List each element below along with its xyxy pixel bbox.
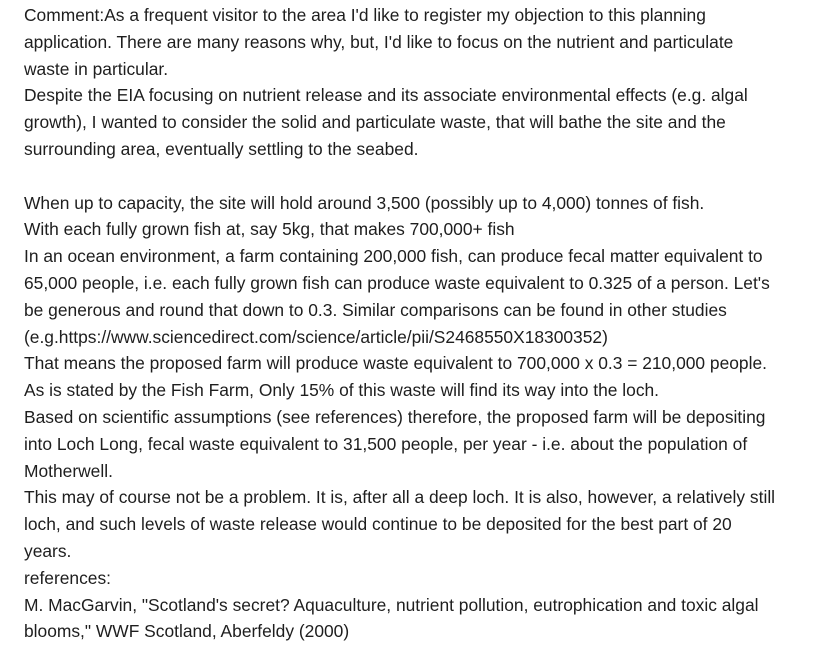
paragraph-calculation [24,350,814,377]
text-line: Based on scientific assumptions (see references) therefore, the proposed farm will be depositing [24,406,766,427]
text-line: loch, and such levels of waste release would continue to be deposited for the best part of 20 [24,514,732,535]
paragraph-fifteen-percent [24,377,814,404]
paragraph-loch-long [24,404,814,484]
text-line: growth), I wanted to consider the solid and particulate waste, that will bathe the site and the [24,112,726,133]
comment-body [24,2,814,645]
text-line: M. MacGarvin, "Scotland's secret? Aquaculture, nutrient pollution, eutrophication and toxic algal [24,594,759,615]
paragraph-eia [24,82,814,162]
paragraph-capacity [24,190,814,217]
text-line: years. [24,540,72,561]
text-line: When up to capacity, the site will hold around 3,500 (possibly up to 4,000) tonnes of fish. [24,192,705,213]
text-line: references: [24,567,111,588]
text-line: Comment:As a frequent visitor to the area I'd like to register my objection to this planning [24,5,706,25]
reference-url-line: (e.g.https://www.sciencedirect.com/science/article/pii/S2468550X18300352) [24,326,608,347]
text-line: This may of course not be a problem. It is, after all a deep loch. It is also, however, a relatively still [24,487,776,508]
text-line: With each fully grown fish at, say 5kg, that makes 700,000+ fish [24,219,515,240]
text-line: application. There are many reasons why, but, I'd like to focus on the nutrient and particulate [24,31,734,52]
text-line: 65,000 people, i.e. each fully grown fish can produce waste equivalent to 0.325 of a person. Let's [24,272,770,293]
text-line: surrounding area, eventually settling to the seabed. [24,138,419,159]
text-line: That means the proposed farm will produce waste equivalent to 700,000 x 0.3 = 210,000 people. [24,353,767,374]
text-line: As is stated by the Fish Farm, Only 15% of this waste will find its way into the loch. [24,380,660,401]
text-line: into Loch Long, fecal waste equivalent to 31,500 people, per year - i.e. about the population of [24,433,748,454]
text-line: waste in particular. [24,58,169,79]
text-line: blooms," WWF Scotland, Aberfeldy (2000) [24,621,350,642]
text-line: Motherwell. [24,460,113,481]
text-line: In an ocean environment, a farm containing 200,000 fish, can produce fecal matter equivalent to [24,246,763,267]
paragraph-intro [24,2,814,82]
references-heading [24,565,814,592]
blank-line [24,163,814,190]
text-line: Despite the EIA focusing on nutrient release and its associate environmental effects (e.g. algal [24,85,748,106]
paragraph-fish-count [24,216,814,243]
text-line: be generous and round that down to 0.3. Similar comparisons can be found in other studies [24,299,727,320]
paragraph-ocean-comparison [24,243,814,350]
reference-citation [24,592,814,646]
paragraph-deep-loch [24,484,814,564]
